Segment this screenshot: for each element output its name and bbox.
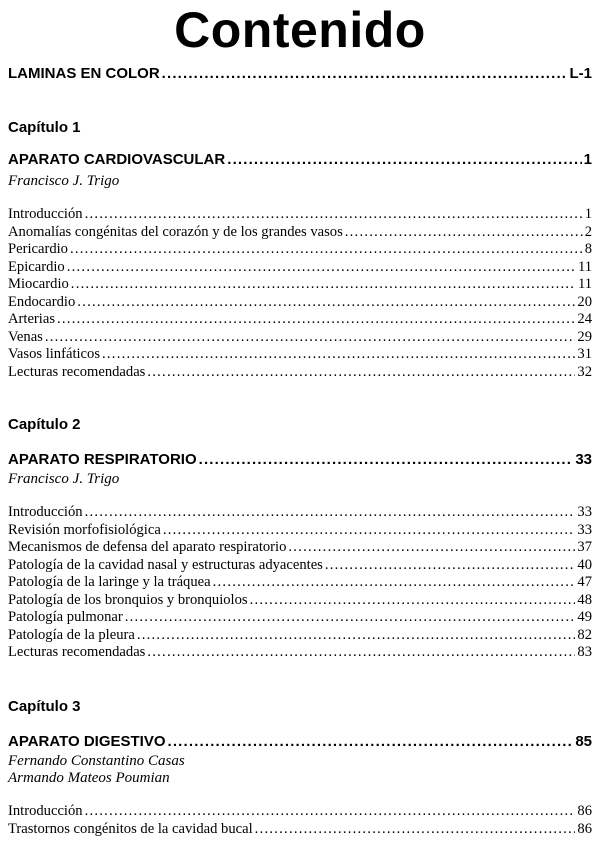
toc-entry-page: 29 xyxy=(577,328,592,345)
toc-entry-label: Anomalías congénitas del corazón y de los grandes vasos xyxy=(8,223,343,240)
toc-entry-page: 82 xyxy=(577,626,592,643)
chapter-author: Armando Mateos Poumian xyxy=(8,770,170,786)
toc-entry-label: Arterias xyxy=(8,311,56,327)
toc-entry-label: Mecanismos de defensa del aparato respiratorio xyxy=(8,539,287,555)
toc-entry-label: Endocardio xyxy=(8,293,76,310)
toc-entry-label: Lecturas recomendadas xyxy=(8,363,146,380)
toc-entry-label: Vasos linfáticos xyxy=(8,346,101,362)
toc-entry-label: LAMINAS EN COLOR xyxy=(8,65,160,82)
toc-entry[interactable] xyxy=(8,346,592,364)
toc-entry-page: 40 xyxy=(577,556,592,573)
toc-entry-page: 20 xyxy=(577,293,592,310)
dot-leader xyxy=(70,241,583,259)
toc-entry-page: 24 xyxy=(577,311,592,327)
dot-leader xyxy=(102,346,575,364)
dot-leader xyxy=(125,609,576,627)
toc-entry[interactable] xyxy=(8,241,592,259)
toc-entry[interactable] xyxy=(8,557,592,575)
chapter-section[interactable] xyxy=(8,150,592,170)
section-page: 33 xyxy=(575,451,592,468)
dot-leader xyxy=(213,574,576,592)
dot-leader xyxy=(147,364,575,382)
dot-leader xyxy=(71,276,576,294)
toc-entry-label: Patología de la pleura xyxy=(8,626,135,643)
section-title: APARATO DIGESTIVO xyxy=(8,733,166,750)
dot-leader xyxy=(168,732,574,752)
toc-entry-label: Introducción xyxy=(8,504,83,520)
dot-leader xyxy=(85,206,583,224)
toc-entry[interactable] xyxy=(8,206,592,224)
toc-entry[interactable] xyxy=(8,627,592,645)
dot-leader xyxy=(227,150,581,170)
dot-leader xyxy=(137,627,576,645)
toc-entry-page: 11 xyxy=(577,258,592,275)
toc-entry-page: 86 xyxy=(577,803,592,819)
chapter-author: Francisco J. Trigo xyxy=(8,471,120,487)
toc-entry-label: Miocardio xyxy=(8,276,69,292)
toc-entry[interactable] xyxy=(8,329,592,347)
toc-entry-page: 31 xyxy=(577,346,592,362)
toc-entry-page: 2 xyxy=(584,223,592,240)
chapter-author: Francisco J. Trigo xyxy=(8,173,120,189)
toc-entry-label: Pericardio xyxy=(8,241,68,257)
toc-entry[interactable] xyxy=(8,364,592,382)
toc-entry-laminas[interactable] xyxy=(8,64,592,84)
toc-entry[interactable] xyxy=(8,574,592,592)
toc-entry-label: Venas xyxy=(8,328,43,345)
toc-entry-page: 83 xyxy=(577,644,592,660)
toc-entry-label: Revisión morfofisiológica xyxy=(8,521,161,538)
toc-entry-page: 11 xyxy=(577,276,592,292)
dot-leader xyxy=(77,294,575,312)
toc-entry-label: Lecturas recomendadas xyxy=(8,644,146,660)
dot-leader xyxy=(147,644,575,662)
chapter-heading: Capítulo 3 xyxy=(8,698,81,715)
toc-entry-label: Patología de los bronquios y bronquiolos xyxy=(8,591,248,608)
dot-leader xyxy=(325,557,576,575)
toc-entry-page: L-1 xyxy=(569,65,592,82)
dot-leader xyxy=(345,224,583,242)
toc-entry-page: 1 xyxy=(584,206,592,222)
toc-entry-label: Trastornos congénitos de la cavidad bucal xyxy=(8,821,253,837)
dot-leader xyxy=(45,329,576,347)
dot-leader xyxy=(162,64,568,84)
toc-entry-label: Introducción xyxy=(8,803,83,819)
toc-entry-page: 48 xyxy=(577,591,592,608)
toc-entry[interactable] xyxy=(8,276,592,294)
toc-entry-label: Patología pulmonar xyxy=(8,609,123,625)
dot-leader xyxy=(288,539,575,557)
section-title: APARATO CARDIOVASCULAR xyxy=(8,151,226,168)
chapter-heading: Capítulo 1 xyxy=(8,119,81,136)
toc-entry[interactable] xyxy=(8,803,592,821)
toc-entry-page: 49 xyxy=(577,609,592,625)
dot-leader xyxy=(85,504,576,522)
toc-entry-page: 33 xyxy=(577,504,592,520)
dot-leader xyxy=(67,259,576,277)
toc-entry[interactable] xyxy=(8,504,592,522)
dot-leader xyxy=(57,311,575,329)
toc-entry[interactable] xyxy=(8,609,592,627)
toc-entry[interactable] xyxy=(8,821,592,839)
toc-entry-page: 33 xyxy=(577,521,592,538)
toc-entry[interactable] xyxy=(8,259,592,277)
toc-entry-page: 47 xyxy=(577,574,592,590)
dot-leader xyxy=(199,450,574,470)
chapter-section[interactable] xyxy=(8,732,592,752)
section-page: 1 xyxy=(583,151,592,168)
dot-leader xyxy=(255,821,576,839)
toc-entry-page: 8 xyxy=(584,241,592,257)
chapter-heading: Capítulo 2 xyxy=(8,416,81,433)
chapter-section[interactable] xyxy=(8,450,592,470)
dot-leader xyxy=(163,522,576,540)
toc-entry-label: Patología de la laringe y la tráquea xyxy=(8,574,211,590)
section-title: APARATO RESPIRATORIO xyxy=(8,451,197,468)
toc-entry[interactable] xyxy=(8,592,592,610)
toc-entry-label: Epicardio xyxy=(8,258,65,275)
toc-entry-page: 37 xyxy=(577,539,592,555)
chapter-author: Fernando Constantino Casas xyxy=(8,753,185,769)
section-page: 85 xyxy=(575,733,592,750)
dot-leader xyxy=(250,592,576,610)
toc-entry[interactable] xyxy=(8,224,592,242)
toc-entry[interactable] xyxy=(8,294,592,312)
toc-entry[interactable] xyxy=(8,522,592,540)
toc-entry-page: 32 xyxy=(577,363,592,380)
page-title: Contenido xyxy=(174,2,426,58)
toc-entry[interactable] xyxy=(8,539,592,557)
toc-entry-label: Introducción xyxy=(8,206,83,222)
toc-entry-page: 86 xyxy=(577,821,592,837)
toc-entry-label: Patología de la cavidad nasal y estructuras adyacentes xyxy=(8,556,323,573)
dot-leader xyxy=(85,803,576,821)
toc-entry[interactable] xyxy=(8,311,592,329)
toc-entry[interactable] xyxy=(8,644,592,662)
